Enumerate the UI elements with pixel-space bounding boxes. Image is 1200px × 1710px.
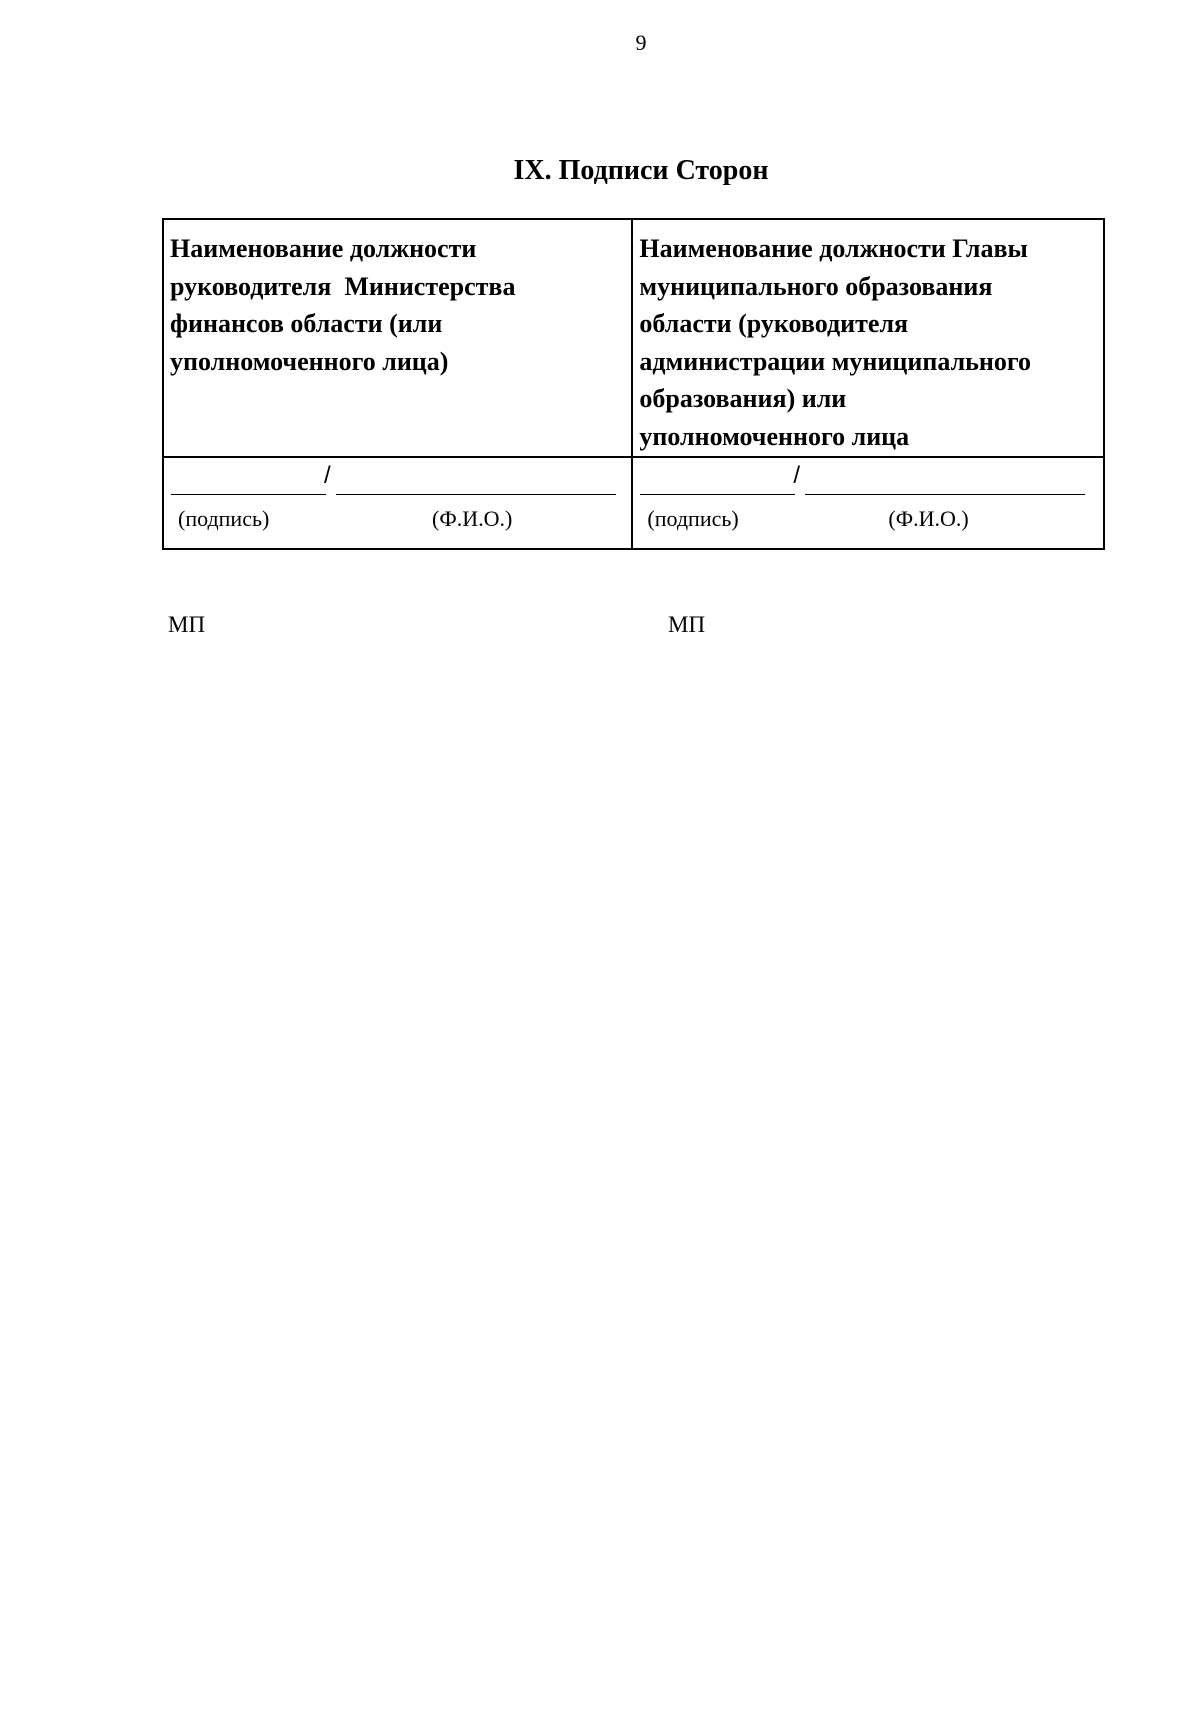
position-line: уполномоченного лица <box>639 421 910 451</box>
position-line: руководителя Министерства <box>170 271 516 301</box>
municipality-position-cell <box>632 219 1104 457</box>
positions-row <box>163 219 1104 457</box>
ministry-position-cell <box>163 219 632 457</box>
separator-slash: / <box>324 462 331 489</box>
signature-caption: (подпись) <box>178 506 270 531</box>
signatures-table <box>162 218 1105 550</box>
page-number: 9 <box>635 30 647 55</box>
ministry-signature-cell <box>163 457 632 549</box>
position-line: муниципального образования <box>639 271 993 301</box>
municipality-stamp-mark: МП <box>668 612 706 637</box>
ministry-position-text <box>164 220 631 456</box>
position-line: области (руководителя <box>639 309 909 338</box>
ministry-stamp-mark: МП <box>168 612 206 637</box>
signature-row <box>163 457 1104 549</box>
municipality-position-text <box>633 220 1103 456</box>
position-line: финансов области (или <box>170 309 443 338</box>
municipality-signature-cell <box>632 457 1104 549</box>
position-line: Наименование должности Главы <box>639 234 1028 263</box>
position-line: уполномоченного лица) <box>170 346 449 376</box>
name-caption: (Ф.И.О.) <box>432 506 513 531</box>
name-line <box>805 494 1085 495</box>
position-line: администрации муниципального <box>639 346 1032 376</box>
signature-line <box>640 494 795 495</box>
position-line: Наименование должности <box>170 234 477 263</box>
name-line <box>336 494 616 495</box>
signature-line <box>171 494 326 495</box>
signature-caption: (подпись) <box>647 506 739 531</box>
position-line: образования) или <box>639 384 847 413</box>
separator-slash: / <box>793 462 801 489</box>
name-caption: (Ф.И.О.) <box>888 506 969 531</box>
section-title: IX. Подписи Сторон <box>513 155 769 186</box>
